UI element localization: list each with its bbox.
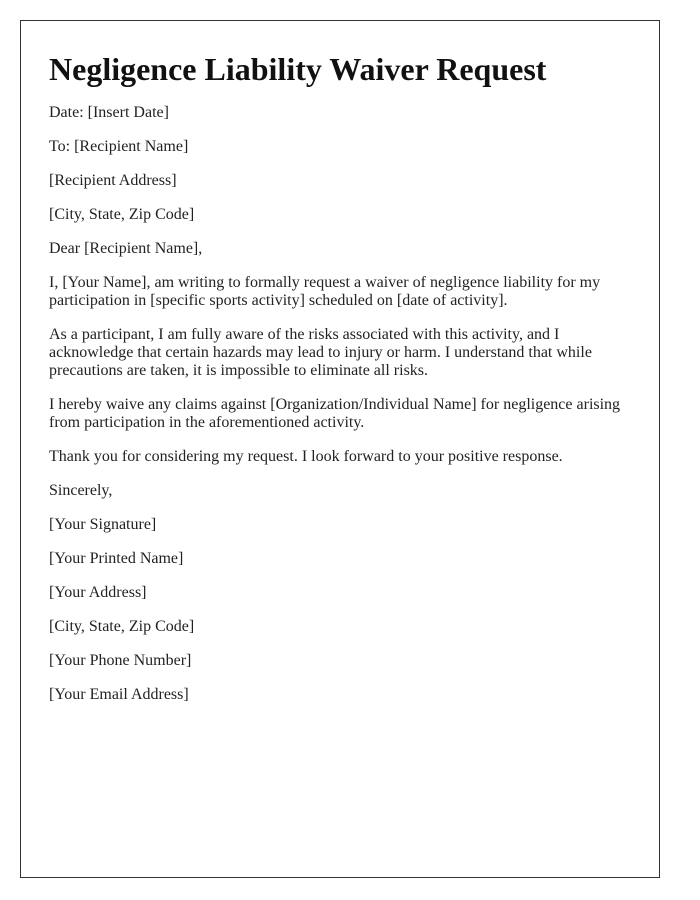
closing: Sincerely, [49,482,113,499]
date-line: Date: [Insert Date] [49,104,169,121]
sender-address-line: [Your Address] [49,584,147,601]
recipient-city-line: [City, State, Zip Code] [49,206,195,223]
phone-line: [Your Phone Number] [49,652,192,669]
body-paragraph: As a participant, I am fully aware of the risks associated with this activity, and I acknowledge that certain hazards may lead to injury or harm. I understand that while precautions are taken, it is impossible to eliminate all risks. [49,326,592,379]
sender-city-line: [City, State, Zip Code] [49,618,195,635]
body-paragraph: Thank you for considering my request. I look forward to your positive response. [49,448,563,465]
letter-page [20,20,660,878]
signature-line: [Your Signature] [49,516,157,533]
body-paragraph: I hereby waive any claims against [Organization/Individual Name] for negligence arising from participation in the aforementioned activity. [49,396,621,431]
letter-title: Negligence Liability Waiver Request [49,51,547,87]
printed-name-line: [Your Printed Name] [49,550,184,567]
recipient-address-line: [Recipient Address] [49,172,177,189]
body-paragraph: I, [Your Name], am writing to formally request a waiver of negligence liability for my participation in [specific sports activity] scheduled on [date of activity]. [49,274,601,309]
recipient-name-line: To: [Recipient Name] [49,138,189,155]
email-line: [Your Email Address] [49,686,189,703]
salutation: Dear [Recipient Name], [49,240,203,257]
